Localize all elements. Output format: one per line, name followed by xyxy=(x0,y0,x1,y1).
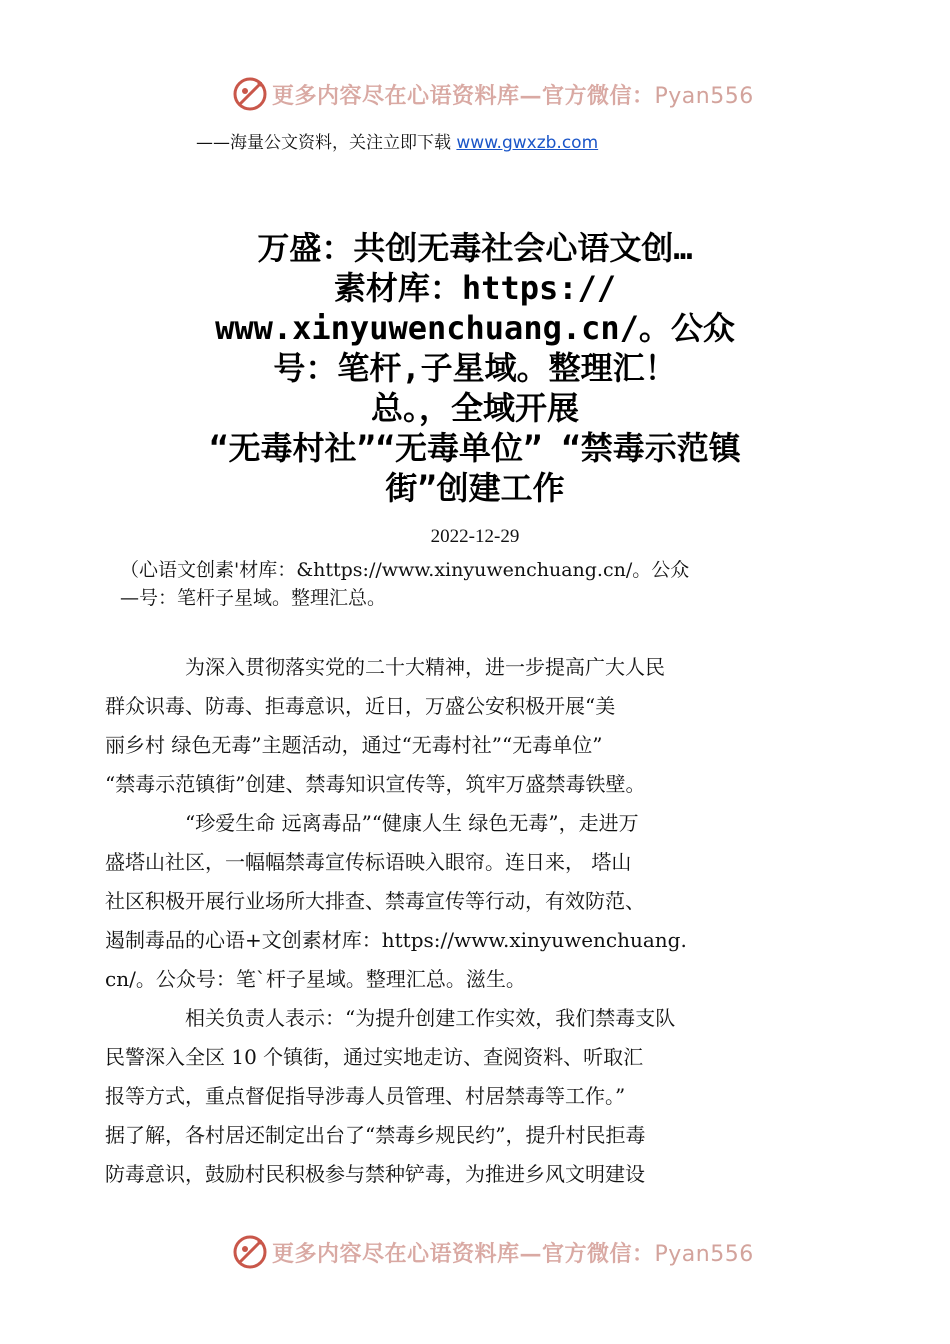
paragraph xyxy=(105,804,815,999)
paragraph-line: 相关负责人表示：“为提升创建工作实效，我们禁毒支队 xyxy=(185,1006,676,1030)
paragraph-line: cn/。公众号：笔`杆子星域。整理汇总。滋生。 xyxy=(105,967,526,991)
banner-text: 更多内容尽在心语资料库—官方微信： xyxy=(272,1240,655,1267)
title-line: 号：笔杆,子星域。整理汇！ xyxy=(273,349,677,387)
paragraph-line: 民警深入全区 10 个镇街，通过实地走访、查阅资料、听取汇 xyxy=(105,1045,644,1069)
banner-wechat-id: Pyan556 xyxy=(654,83,754,109)
footer-banner xyxy=(0,1232,950,1272)
publish-date: 2022-12-29 xyxy=(430,526,520,547)
paragraph-line: 群众识毒、防毒、拒毒意识，近日，万盛公安积极开展“美 xyxy=(105,694,616,718)
paragraph-line: 防毒意识，鼓励村民积极参与禁种铲毒，为推进乡风文明建设 xyxy=(105,1162,645,1186)
document-title xyxy=(140,228,810,508)
title-line: 总。，全域开展 xyxy=(370,389,579,427)
title-line: “无毒村社”“无毒单位” “禁毒示范镇 xyxy=(209,429,741,467)
download-notice xyxy=(196,128,598,153)
title-line: 万盛：共创无毒社会心语文创… xyxy=(257,229,693,267)
paragraph-line: 为深入贯彻落实党的二十大精神，进一步提高广大人民 xyxy=(185,655,665,679)
paragraph-line: 报等方式，重点督促指导涉毒人员管理、村居禁毒等工作。” xyxy=(105,1084,626,1108)
download-link[interactable]: www.gwxzb.com xyxy=(456,133,599,153)
paragraph xyxy=(105,648,815,804)
title-line: 街”创建工作 xyxy=(385,469,565,507)
article-body xyxy=(105,648,815,1194)
source-note xyxy=(120,556,840,612)
paragraph-line: 社区积极开展行业场所大排查、禁毒宣传等行动，有效防范、 xyxy=(105,889,645,913)
source-line: （心语文创素'材库：&https://www.xinyuwenchuang.cn/。公众 xyxy=(120,559,690,581)
paragraph-line: 据了解，各村居还制定出台了“禁毒乡规民约”，提升村民拒毒 xyxy=(105,1123,646,1147)
logo-icon xyxy=(232,76,268,112)
banner-text: 更多内容尽在心语资料库—官方微信： xyxy=(272,82,655,109)
source-line: —号：笔杆子星域。整理汇总。 xyxy=(120,587,387,609)
paragraph-line: 遏制毒品的心语+文创素材库：https://www.xinyuwenchuang. xyxy=(105,928,687,952)
header-banner xyxy=(0,74,950,114)
title-line: 素材库：https:// xyxy=(333,269,617,307)
download-notice-text: ——海量公文资料，关注立即下载 xyxy=(196,133,457,153)
paragraph-line: “珍爱生命 远离毒品”“健康人生 绿色无毒”，走进万 xyxy=(185,811,639,835)
banner-wechat-id: Pyan556 xyxy=(654,1241,754,1267)
title-line: www.xinyuwenchuang.cn/。公众 xyxy=(215,309,735,347)
paragraph xyxy=(105,999,815,1194)
logo-icon xyxy=(232,1234,268,1270)
paragraph-line: 盛塔山社区，一幅幅禁毒宣传标语映入眼帘。连日来， 塔山 xyxy=(105,850,632,874)
paragraph-line: “禁毒示范镇街”创建、禁毒知识宣传等，筑牢万盛禁毒铁壁。 xyxy=(105,772,646,796)
paragraph-line: 丽乡村 绿色无毒”主题活动，通过“无毒村社”“无毒单位” xyxy=(105,733,603,757)
